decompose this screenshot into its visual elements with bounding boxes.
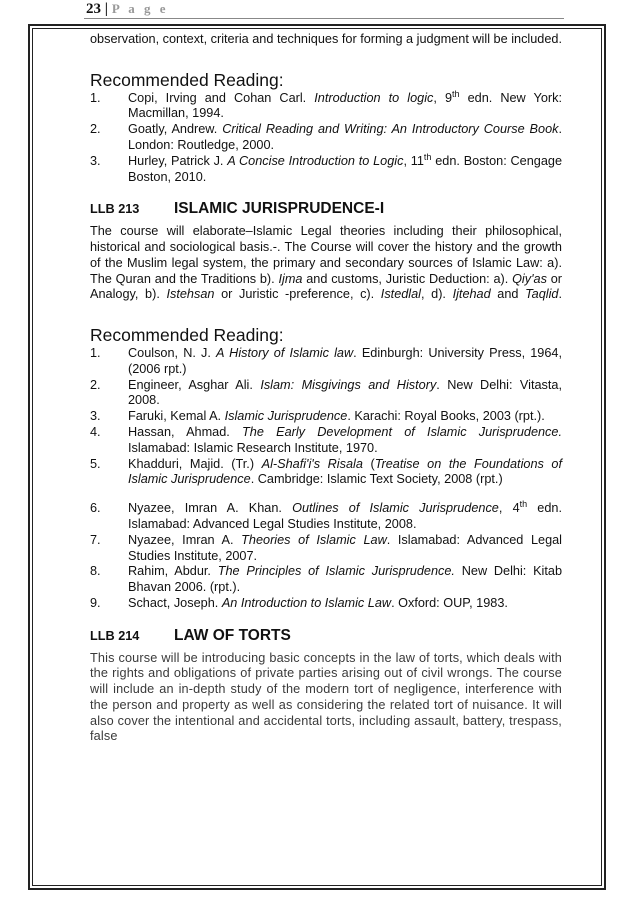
recommended-reading-heading-2: Recommended Reading: xyxy=(90,324,284,345)
intro-paragraph: observation, context, criteria and techniques for forming a judgment will be included. xyxy=(90,32,562,46)
course-code: LLB 214 xyxy=(90,628,140,643)
page-label: P a g e xyxy=(111,1,169,16)
header-separator: | xyxy=(104,1,109,17)
reference-item: 7. Nyazee, Imran A. Theories of Islamic Law. Islamabad: Advanced Legal Studies Institute, 2007. xyxy=(90,532,562,563)
page-content xyxy=(90,32,562,761)
course-title: LAW OF TORTS xyxy=(174,626,291,644)
course-title: ISLAMIC JURISPRUDENCE-I xyxy=(174,200,385,218)
reference-item: 2. Goatly, Andrew. Critical Reading and Writing: An Introductory Course Book. London: Routledge, 2000. xyxy=(90,122,563,152)
recommended-reading-heading-1: Recommended Reading: xyxy=(90,69,284,90)
page-header xyxy=(86,1,169,18)
header-rule xyxy=(84,18,564,19)
course-description-213: The course will elaborate–Islamic Legal theories including their philosophical, historical and sociological basis.-. The Course will cover the history and the growth of the Muslim legal system, the primary and secondary sources of Islamic Law: a). The Quran and the Traditions b). Ijma and customs, Juristic Deduction: a). Qiy'as or Analogy, b). Istehsan or Juristic -preference, c). Istedlal, d). Ijtehad and Taqlid. xyxy=(90,224,562,302)
reading-list-2 xyxy=(90,346,562,612)
reference-item: 1. Coulson, N. J. A History of Islamic law. Edinburgh: University Press, 1964, (2006 rpt.) xyxy=(90,345,562,376)
reference-item: 3. Faruki, Kemal A. Islamic Jurisprudence. Karachi: Royal Books, 2003 (rpt.). xyxy=(90,409,545,424)
reading-list-1 xyxy=(90,88,563,186)
course-heading-214 xyxy=(90,628,562,645)
reference-item: 9. Schact, Joseph. An Introduction to Islamic Law. Oxford: OUP, 1983. xyxy=(90,595,508,610)
course-heading-213 xyxy=(90,201,562,218)
reference-item: 4. Hassan, Ahmad. The Early Development of Islamic Jurisprudence. Islamabad: Islamic Research Institute, 1970. xyxy=(90,424,562,455)
reference-item: 6. Nyazee, Imran A. Khan. Outlines of Islamic Jurisprudence, 4th edn. Islamabad: Advanced Legal Studies Institute, 2008. xyxy=(90,498,562,531)
reference-item: 8. Rahim, Abdur. The Principles of Islamic Jurisprudence. New Delhi: Kitab Bhavan 2006. (rpt.). xyxy=(90,564,563,595)
reference-item: 3. Hurley, Patrick J. A Concise Introduction to Logic, 11th edn. Boston: Cengage Boston, 2010. xyxy=(90,151,563,184)
course-description-214: This course will be introducing basic concepts in the law of torts, which deals with the rights and obligations of private parties arising out of civil wrongs. The course will include an in-depth study of the modern tort of negligence, interference with the person and property as well as considering the related tort of nuisance. It will also cover the intentional and accidental torts, including assault, battery, trespass, false xyxy=(90,650,562,744)
page-number: 23 xyxy=(86,1,101,17)
reference-item: 2. Engineer, Asghar Ali. Islam: Misgivings and History. New Delhi: Vitasta, 2008. xyxy=(90,377,562,408)
reference-item: 5. Khadduri, Majid. (Tr.) Al-Shafi'i's Risala (Treatise on the Foundations of Islamic Jurisprudence. Cambridge: Islamic Text Society, 2008 (rpt.) xyxy=(90,456,562,487)
course-code: LLB 213 xyxy=(90,202,140,217)
reference-item: 1. Copi, Irving and Cohan Carl. Introduction to logic, 9th edn. New York: Macmillan, 1994. xyxy=(90,88,562,121)
